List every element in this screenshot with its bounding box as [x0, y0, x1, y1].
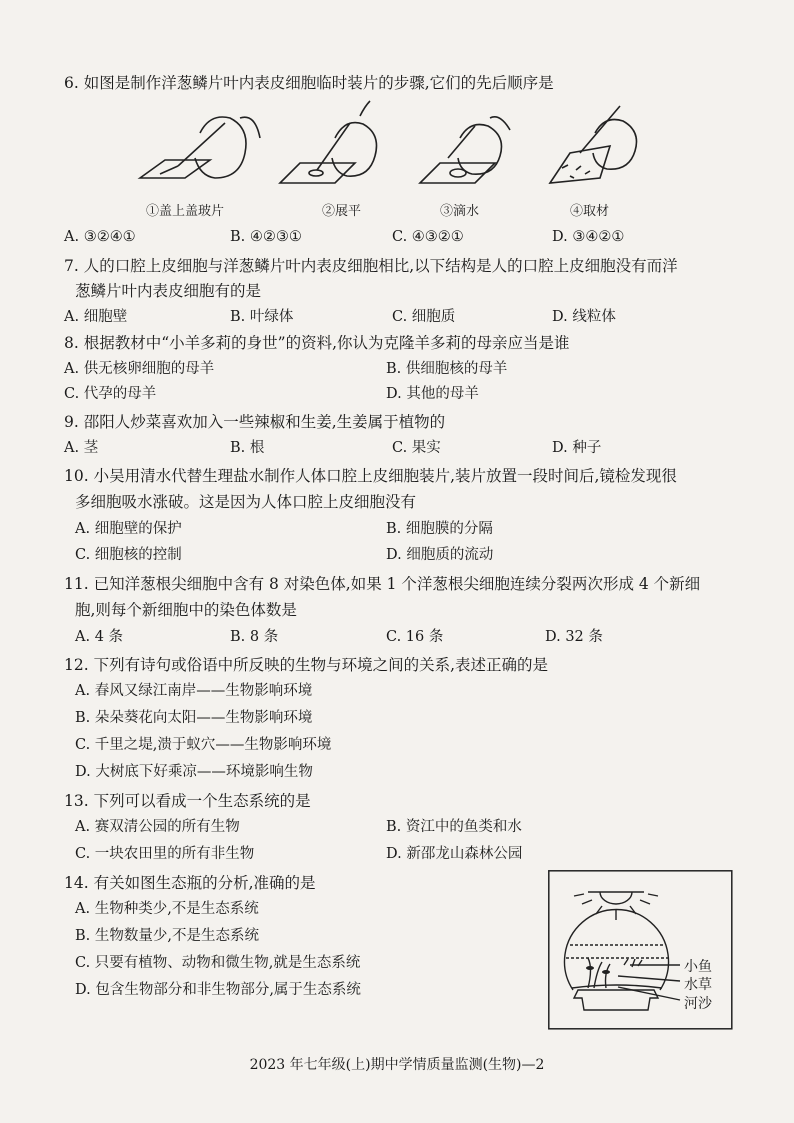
q12-option-a: A. 春风又绿江南岸——生物影响环境: [75, 683, 313, 699]
question-10-stem-line1: 10. 小吴用清水代替生理盐水制作人体口腔上皮细胞装片,装片放置一段时间后,镜检发现很: [64, 467, 677, 485]
q8-option-d: D. 其他的母羊: [386, 386, 479, 402]
question-13-stem: 13. 下列可以看成一个生态系统的是: [64, 792, 311, 810]
bottle-label-waterweed: 水草: [684, 977, 712, 993]
q9-option-d: D. 种子: [552, 440, 602, 456]
q10-option-a: A. 细胞壁的保护: [75, 521, 182, 537]
question-8-stem: 8. 根据教材中“小羊多莉的身世”的资料,你认为克隆羊多莉的母亲应当是谁: [64, 334, 570, 352]
q12-option-b: B. 朵朵葵花向太阳——生物影响环境: [75, 710, 313, 726]
q6-fig-label-2: ②展平: [322, 204, 362, 219]
question-12-stem: 12. 下列有诗句或俗语中所反映的生物与环境之间的关系,表述正确的是: [64, 656, 549, 674]
q10-option-d: D. 细胞质的流动: [386, 547, 494, 563]
q9-option-a: A. 茎: [64, 440, 99, 456]
q13-option-a: A. 赛双清公园的所有生物: [75, 819, 240, 835]
q10-option-b: B. 细胞膜的分隔: [386, 521, 493, 537]
q11-option-b: B. 8 条: [230, 629, 279, 645]
bottle-label-fish: 小鱼: [684, 959, 712, 975]
q8-option-a: A. 供无核卵细胞的母羊: [64, 361, 215, 377]
q11-option-a: A. 4 条: [75, 629, 124, 645]
q6-option-c: C. ④③②①: [392, 229, 464, 245]
q13-option-b: B. 资江中的鱼类和水: [386, 819, 522, 835]
question-14-stem: 14. 有关如图生态瓶的分析,准确的是: [64, 874, 316, 892]
q6-fig-label-3: ③滴水: [440, 204, 480, 219]
question-11-stem-line1: 11. 已知洋葱根尖细胞中含有 8 对染色体,如果 1 个洋葱根尖细胞连续分裂两次形成 4 个新细: [64, 575, 701, 593]
question-11-stem-line2: 胞,则每个新细胞中的染色体数是: [75, 601, 297, 619]
q9-option-c: C. 果实: [392, 440, 441, 456]
question-6-stem: 6. 如图是制作洋葱鳞片叶内表皮细胞临时装片的步骤,它们的先后顺序是: [64, 74, 554, 92]
q12-option-d: D. 大树底下好乘凉——环境影响生物: [75, 764, 313, 780]
q13-option-d: D. 新邵龙山森林公园: [386, 846, 523, 862]
q14-option-d: D. 包含生物部分和非生物部分,属于生态系统: [75, 982, 361, 998]
q7-option-a: A. 细胞壁: [64, 309, 128, 325]
q8-option-b: B. 供细胞核的母羊: [386, 361, 508, 377]
q6-option-d: D. ③④②①: [552, 229, 625, 245]
question-7-stem-line1: 7. 人的口腔上皮细胞与洋葱鳞片叶内表皮细胞相比,以下结构是人的口腔上皮细胞没有而洋: [64, 257, 678, 275]
q7-option-c: C. 细胞质: [392, 309, 456, 325]
q13-option-c: C. 一块农田里的所有非生物: [75, 846, 255, 862]
q7-option-b: B. 叶绿体: [230, 309, 294, 325]
q6-fig-label-4: ④取材: [570, 204, 610, 219]
q12-option-c: C. 千里之堤,溃于蚁穴——生物影响环境: [75, 737, 332, 753]
q11-option-c: C. 16 条: [386, 629, 444, 645]
page-footer: 2023 年七年级(上)期中学情质量监测(生物)—2: [249, 1057, 545, 1073]
question-9-stem: 9. 邵阳人炒菜喜欢加入一些辣椒和生姜,生姜属于植物的: [64, 413, 446, 431]
q6-fig-label-1: ①盖上盖玻片: [146, 204, 225, 219]
q8-option-c: C. 代孕的母羊: [64, 386, 157, 402]
q7-option-d: D. 线粒体: [552, 309, 616, 325]
q10-option-c: C. 细胞核的控制: [75, 547, 182, 563]
q6-option-a: A. ③②④①: [64, 229, 136, 245]
q6-figure: [130, 98, 650, 203]
question-7-stem-line2: 葱鳞片叶内表皮细胞有的是: [75, 282, 262, 300]
q9-option-b: B. 根: [230, 440, 265, 456]
bottle-label-sand: 河沙: [684, 996, 712, 1012]
q14-option-a: A. 生物种类少,不是生态系统: [75, 901, 259, 917]
q6-option-b: B. ④②③①: [230, 229, 302, 245]
question-10-stem-line2: 多细胞吸水涨破。这是因为人体口腔上皮细胞没有: [75, 493, 417, 511]
q14-option-b: B. 生物数量少,不是生态系统: [75, 928, 259, 944]
q11-option-d: D. 32 条: [545, 629, 603, 645]
q14-option-c: C. 只要有植物、动物和微生物,就是生态系统: [75, 955, 361, 971]
